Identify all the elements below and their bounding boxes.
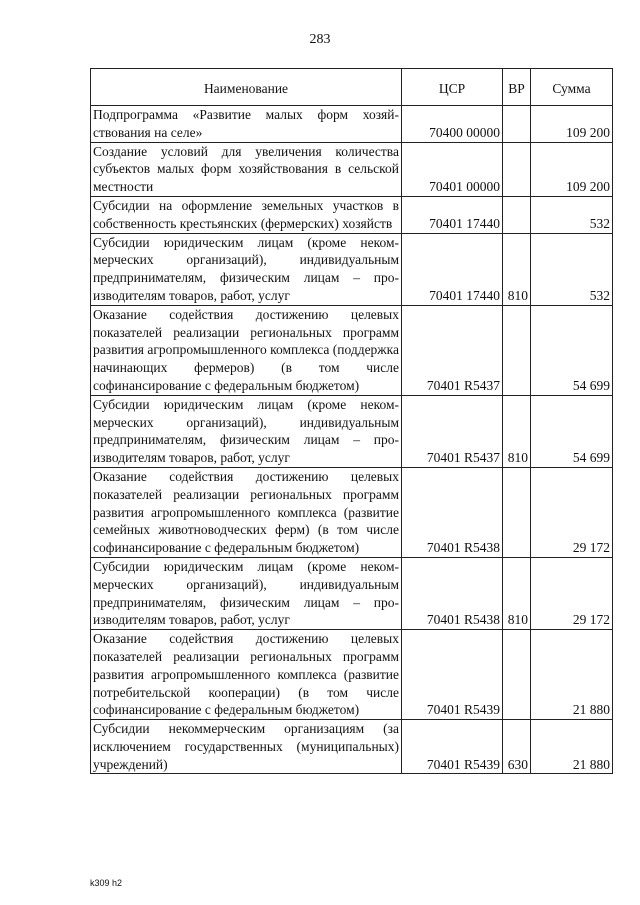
row-csr: 70401 R5437 [402,395,503,467]
table-row [91,467,613,557]
header-name: Наименование [91,69,402,106]
row-csr: 70400 00000 [402,106,503,143]
row-vr [503,630,531,720]
row-csr: 70401 R5438 [402,467,503,557]
row-csr: 70401 R5439 [402,630,503,720]
row-vr [503,196,531,233]
row-sum: 532 [531,196,613,233]
row-sum: 532 [531,233,613,305]
budget-table [90,68,613,774]
table-row [91,557,613,629]
table-header-row [91,69,613,106]
row-name: Подпрограмма «Развитие малых форм хозяйствования на селе» [91,106,402,143]
row-sum: 54 699 [531,305,613,395]
row-csr: 70401 R5439 [402,720,503,774]
table-row [91,233,613,305]
row-csr: 70401 R5437 [402,305,503,395]
row-sum: 109 200 [531,142,613,196]
table-row [91,305,613,395]
row-vr: 810 [503,557,531,629]
table-row [91,630,613,720]
row-vr [503,305,531,395]
header-sum: Сумма [531,69,613,106]
row-name: Субсидии юридическим лицам (кроме некоммерческих организаций), индивидуальным предпринимателям, физическим лицам – производителям товаров, работ, услуг [91,557,402,629]
row-name: Оказание содействия достижению целевых показателей реализации региональных программ развития агропромышленного комплекса (развитие семейных животноводческих ферм) (в том числе софинансирование с федеральным бюджетом) [91,467,402,557]
table-row [91,720,613,774]
header-csr: ЦСР [402,69,503,106]
row-sum: 21 880 [531,720,613,774]
row-name: Субсидии некоммерческим организациям (за исключением государственных (муниципальных) учреждений) [91,720,402,774]
header-vr: ВР [503,69,531,106]
table-row [91,142,613,196]
row-sum: 109 200 [531,106,613,143]
row-name: Создание условий для увеличения количества субъектов малых форм хозяйствования в сельской местности [91,142,402,196]
row-vr: 810 [503,395,531,467]
row-csr: 70401 17440 [402,196,503,233]
row-csr: 70401 00000 [402,142,503,196]
row-name: Субсидии юридическим лицам (кроме некоммерческих организаций), индивидуальным предпринимателям, физическим лицам – производителям товаров, работ, услуг [91,395,402,467]
row-vr: 810 [503,233,531,305]
row-name: Субсидии юридическим лицам (кроме некоммерческих организаций), индивидуальным предпринимателям, физическим лицам – производителям товаров, работ, услуг [91,233,402,305]
row-vr: 630 [503,720,531,774]
row-name: Оказание содействия достижению целевых показателей реализации региональных программ развития агропромышленного комплекса (развитие потребительской кооперации) (в том числе софинансирование с федеральным бюджетом) [91,630,402,720]
row-vr [503,142,531,196]
table-row [91,106,613,143]
row-name: Оказание содействия достижению целевых показателей реализации региональных программ развития агропромышленного комплекса (поддержка начинающих фермеров) (в том числе софинансирование с федеральным бюджетом) [91,305,402,395]
row-name: Субсидии на оформление земельных участков в собственность крестьянских (фермерских) хозяйств [91,196,402,233]
row-csr: 70401 R5438 [402,557,503,629]
row-sum: 21 880 [531,630,613,720]
row-vr [503,106,531,143]
footer-code: k309 h2 [90,878,123,888]
page-number: 283 [309,32,331,47]
row-sum: 54 699 [531,395,613,467]
row-sum: 29 172 [531,467,613,557]
table-row [91,196,613,233]
row-sum: 29 172 [531,557,613,629]
row-csr: 70401 17440 [402,233,503,305]
row-vr [503,467,531,557]
table-row [91,395,613,467]
